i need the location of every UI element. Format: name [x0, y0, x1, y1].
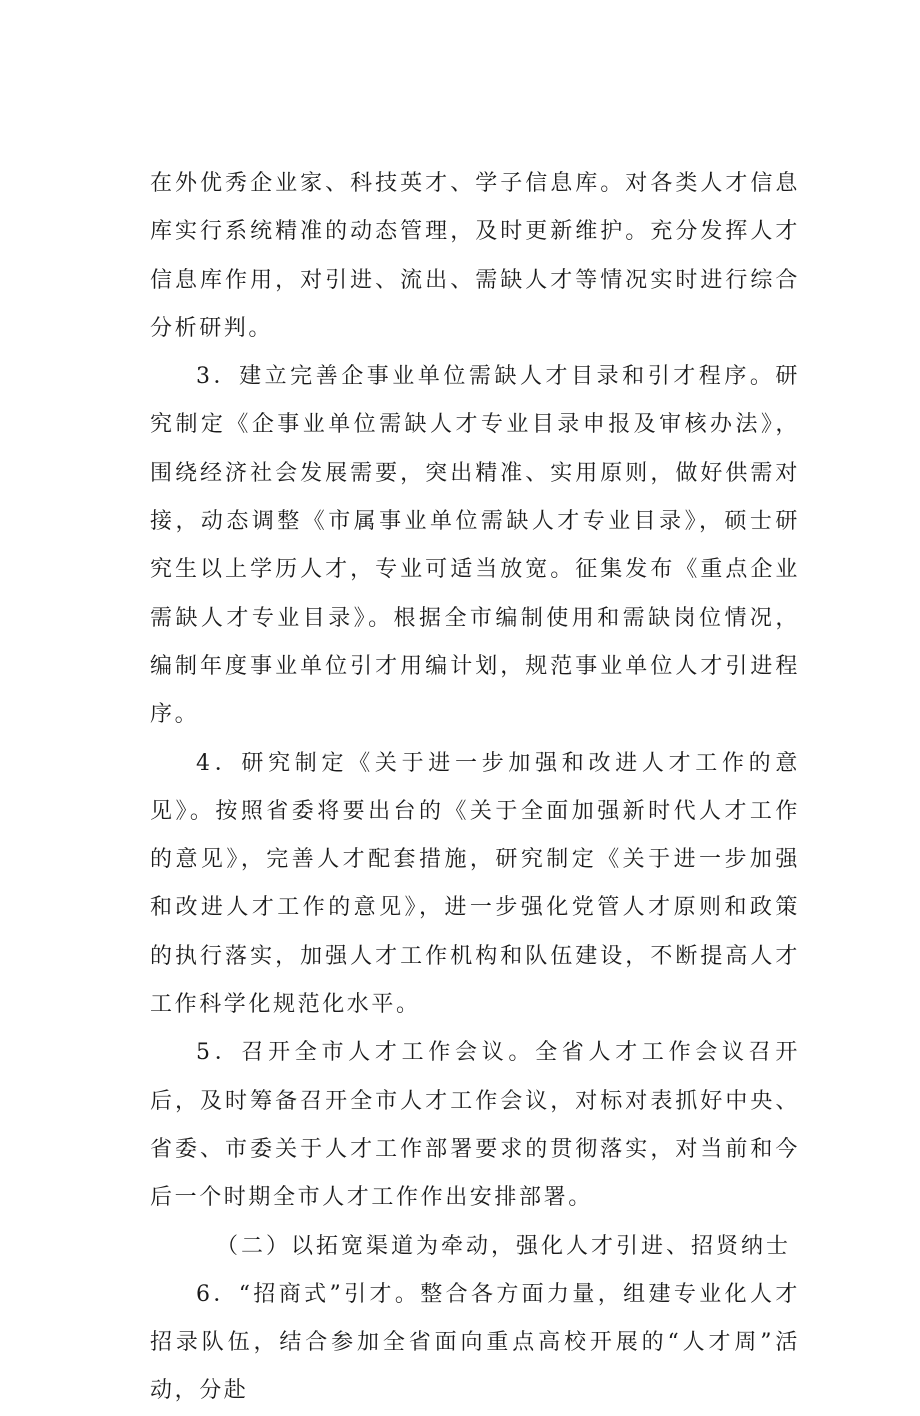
- paragraph-item-5: 5．召开全市人才工作会议。全省人才工作会议召开后，及时筹备召开全市人才工作会议，对标对表抓好中央、省委、市委关于人才工作部署要求的贯彻落实，对当前和今后一个时期全市人才工作作出安排部署。: [150, 1040, 800, 1211]
- paragraph-item-4: 4．研究制定《关于进一步加强和改进人才工作的意见》。按照省委将要出台的《关于全面加强新时代人才工作的意见》，完善人才配套措施，研究制定《关于进一步加强和改进人才工作的意见》，进一步强化党管人才原则和政策的执行落实，加强人才工作机构和队伍建设，不断提高人才工作科学化规范化水平。: [150, 750, 800, 1018]
- document-body: [150, 160, 800, 1416]
- paragraph-item-6: 6．“招商式”引才。整合各方面力量，组建专业化人才招录队伍，结合参加全省面向重点高校开展的“人才周”活动，分赴: [150, 1281, 800, 1404]
- paragraph-continuation: 在外优秀企业家、科技英才、学子信息库。对各类人才信息库实行系统精准的动态管理，及时更新维护。充分发挥人才信息库作用，对引进、流出、需缺人才等情况实时进行综合分析研判。: [150, 171, 800, 341]
- section-heading: （二）以拓宽渠道为牵动，强化人才引进、招贤纳士: [216, 1233, 792, 1259]
- paragraph-item-3: 3．建立完善企事业单位需缺人才目录和引才程序。研究制定《企事业单位需缺人才专业目录申报及审核办法》，围绕经济社会发展需要，突出精准、实用原则，做好供需对接，动态调整《市属事业单位需缺人才专业目录》，硕士研究生以上学历人才，专业可适当放宽。征集发布《重点企业需缺人才专业目录》。根据全市编制使用和需缺岗位情况，编制年度事业单位引才用编计划，规范事业单位人才引进程序。: [150, 364, 800, 728]
